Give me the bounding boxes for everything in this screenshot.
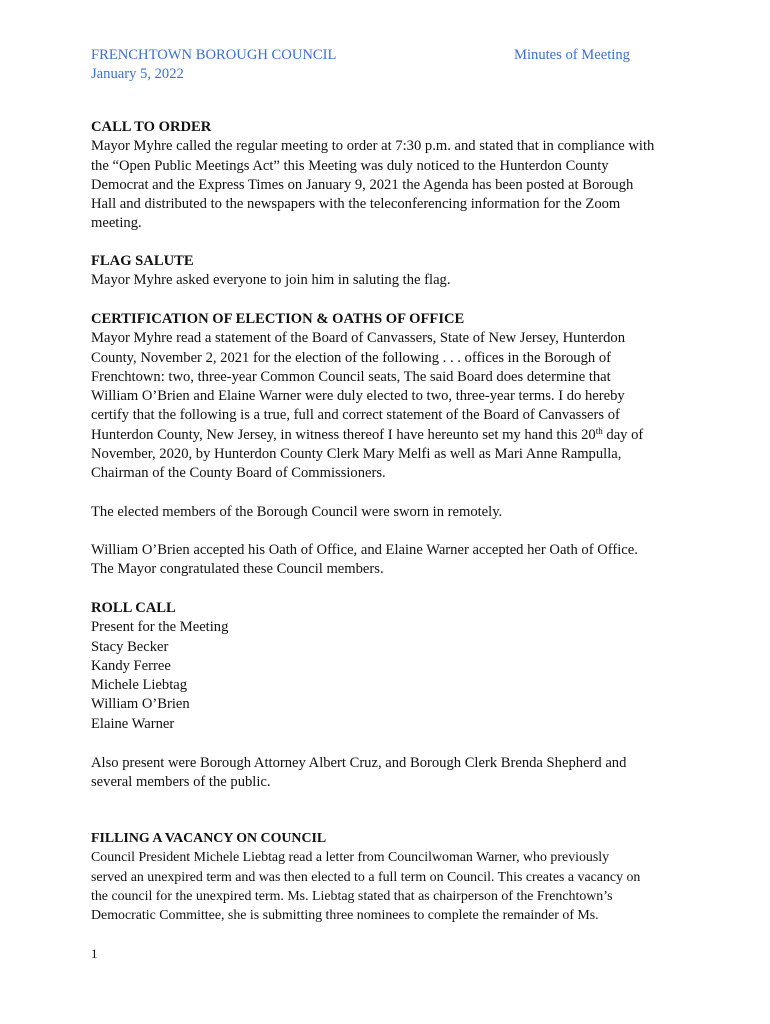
list-item: Present for the Meeting: [91, 619, 229, 636]
paragraph-line: the council for the unexpired term. Ms. Liebtag stated that as chairperson of the Frenchtown’s: [91, 888, 613, 904]
list-item: Elaine Warner: [91, 715, 175, 732]
paragraph-line: meeting.: [91, 215, 142, 232]
flag-salute-section: [91, 252, 691, 291]
paragraph-line: Democrat and the Express Times on January 9, 2021 the Agenda has been posted at Borough: [91, 176, 634, 193]
paragraph-line: The Mayor congratulated these Council members.: [91, 561, 384, 578]
list-item: Kandy Ferree: [91, 657, 171, 674]
certification-section: [91, 310, 691, 484]
meeting-date: January 5, 2022: [91, 66, 184, 82]
paragraph-line: Also present were Borough Attorney Albert Cruz, and Borough Clerk Brenda Shepherd and: [91, 755, 627, 771]
section-heading: FILLING A VACANCY ON COUNCIL: [91, 831, 327, 846]
paragraph-line: Frenchtown: two, three-year Common Council seats, The said Board does determine that: [91, 368, 611, 385]
paragraph-line: November, 2020, by Hunterdon County Clerk Mary Melfi as well as Mari Anne Rampulla,: [91, 446, 622, 463]
paragraph-line: Mayor Myhre read a statement of the Board of Canvassers, State of New Jersey, Hunterdon: [91, 330, 625, 347]
call-to-order-section: [91, 118, 691, 234]
paragraph-line: several members of the public.: [91, 774, 271, 791]
text-run: day of: [602, 426, 644, 443]
page-header: [91, 46, 336, 84]
list-item: Stacy Becker: [91, 638, 169, 655]
list-item: Michele Liebtag: [91, 677, 188, 694]
paragraph-line: William O’Brien accepted his Oath of Office, and Elaine Warner accepted her Oath of Office.: [91, 542, 638, 558]
oath-paragraph: [91, 541, 691, 580]
superscript: th: [595, 425, 603, 436]
sworn-paragraph: [91, 503, 691, 522]
paragraph-line: certify that the following is a true, full and correct statement of the Board of Canvassers of: [91, 407, 620, 424]
list-item: William O’Brien: [91, 696, 190, 713]
paragraph-line: the “Open Public Meetings Act” this Meeting was duly noticed to the Hunterdon County: [91, 157, 609, 174]
paragraph-line: County, November 2, 2021 for the election of the following . . . offices in the Borough of: [91, 349, 612, 366]
paragraph-line: Chairman of the County Board of Commissioners.: [91, 465, 386, 482]
paragraph-line: Mayor Myhre asked everyone to join him in saluting the flag.: [91, 272, 451, 289]
section-heading: CALL TO ORDER: [91, 119, 212, 135]
paragraph-line: served an unexpired term and was then elected to a full term on Council. This creates a vacancy on: [91, 869, 641, 885]
paragraph-line: The elected members of the Borough Council were sworn in remotely.: [91, 504, 503, 520]
paragraph-line: William O’Brien and Elaine Warner were duly elected to two, three-year terms. I do hereby: [91, 388, 625, 405]
paragraph-line: Democratic Committee, she is submitting three nominees to complete the remainder of Ms.: [91, 908, 599, 924]
paragraph-line: Mayor Myhre called the regular meeting to order at 7:30 p.m. and stated that in compliance with: [91, 138, 655, 155]
page-number: 1: [91, 946, 98, 961]
section-heading: FLAG SALUTE: [91, 253, 194, 269]
section-heading: CERTIFICATION OF ELECTION & OATHS OF OFFICE: [91, 311, 465, 327]
roll-call-section: [91, 599, 691, 734]
also-present-paragraph: [91, 754, 691, 793]
paragraph-line: [91, 426, 691, 445]
filling-vacancy-section: [91, 829, 691, 925]
paragraph-line: Council President Michele Liebtag read a letter from Councilwoman Warner, who previously: [91, 850, 610, 866]
paragraph-line: Hall and distributed to the newspapers with the teleconferencing information for the Zoom: [91, 196, 621, 213]
council-name: FRENCHTOWN BOROUGH COUNCIL: [91, 47, 337, 63]
document-type: Minutes of Meeting: [514, 47, 630, 63]
text-run: Hunterdon County, New Jersey, in witness thereof I have hereunto set my hand this 20: [91, 426, 596, 443]
section-heading: ROLL CALL: [91, 600, 176, 616]
